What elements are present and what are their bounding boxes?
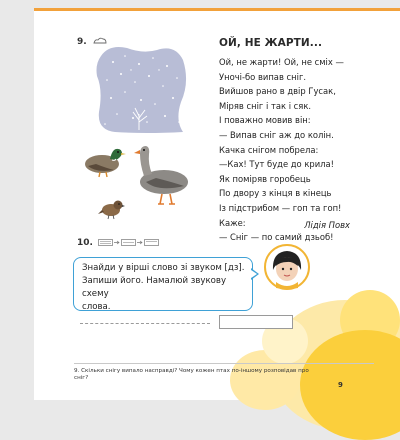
task-10-instruction-box <box>73 257 253 311</box>
speech-bubble-tail-inner <box>251 270 257 278</box>
poem-line: Каже: <box>219 217 246 228</box>
poem-line: По двору з кінця в кінець <box>219 188 332 199</box>
page-number: 9 <box>338 381 343 389</box>
top-rule <box>34 8 400 11</box>
poem-line: Ой, не жарти! Ой, не сміх — <box>219 57 344 67</box>
footnote-question: 9. Скільки снігу випало насправді? Чому кожен птах по-іншому розповідав про сніг? <box>74 368 309 382</box>
poem-line: Як поміряв горобець <box>219 173 311 184</box>
task-10-number: 10. <box>77 238 93 248</box>
goose-illustration <box>132 142 192 208</box>
poem-line: І поважно мовив він: <box>219 115 311 126</box>
instruction-line: Запиши його. Намалюй звукову схему <box>82 276 227 299</box>
sparrow-illustration <box>98 198 126 220</box>
answer-write-line[interactable] <box>80 323 210 324</box>
poem-author: Лідія Повх <box>304 220 350 230</box>
poem-line: — Випав сніг аж до колін. <box>219 129 334 140</box>
poem-line: Міряв сніг і так і сяк. <box>219 100 312 111</box>
sound-scheme-icon <box>98 238 166 247</box>
poem-line: Качка снігом побрела: <box>219 144 319 155</box>
footer-rule <box>74 363 374 364</box>
poem-text <box>219 55 399 245</box>
duck-illustration <box>82 142 126 178</box>
poem-title: ОЙ, НЕ ЖАРТИ... <box>219 37 323 49</box>
girl-avatar-icon <box>264 244 310 290</box>
poem-line: — Сніг — по самий дзьоб! <box>219 232 334 243</box>
instruction-line: слова. <box>82 302 111 312</box>
instruction-line: Знайди у вірші слово зі звуком [дз]. <box>82 263 245 273</box>
sound-scheme-answer-box[interactable] <box>219 315 293 329</box>
task-9-number: 9. <box>77 37 87 47</box>
poem-line: Вийшов рано в двір Гусак, <box>219 86 336 97</box>
poem-line: Із підстрибом — гоп та гоп! <box>219 202 342 213</box>
snow-illustration <box>95 42 190 137</box>
poem-line: —Ках! Тут буде до крила! <box>219 159 335 170</box>
poem-line: Уночі-бо випав сніг. <box>219 71 307 82</box>
